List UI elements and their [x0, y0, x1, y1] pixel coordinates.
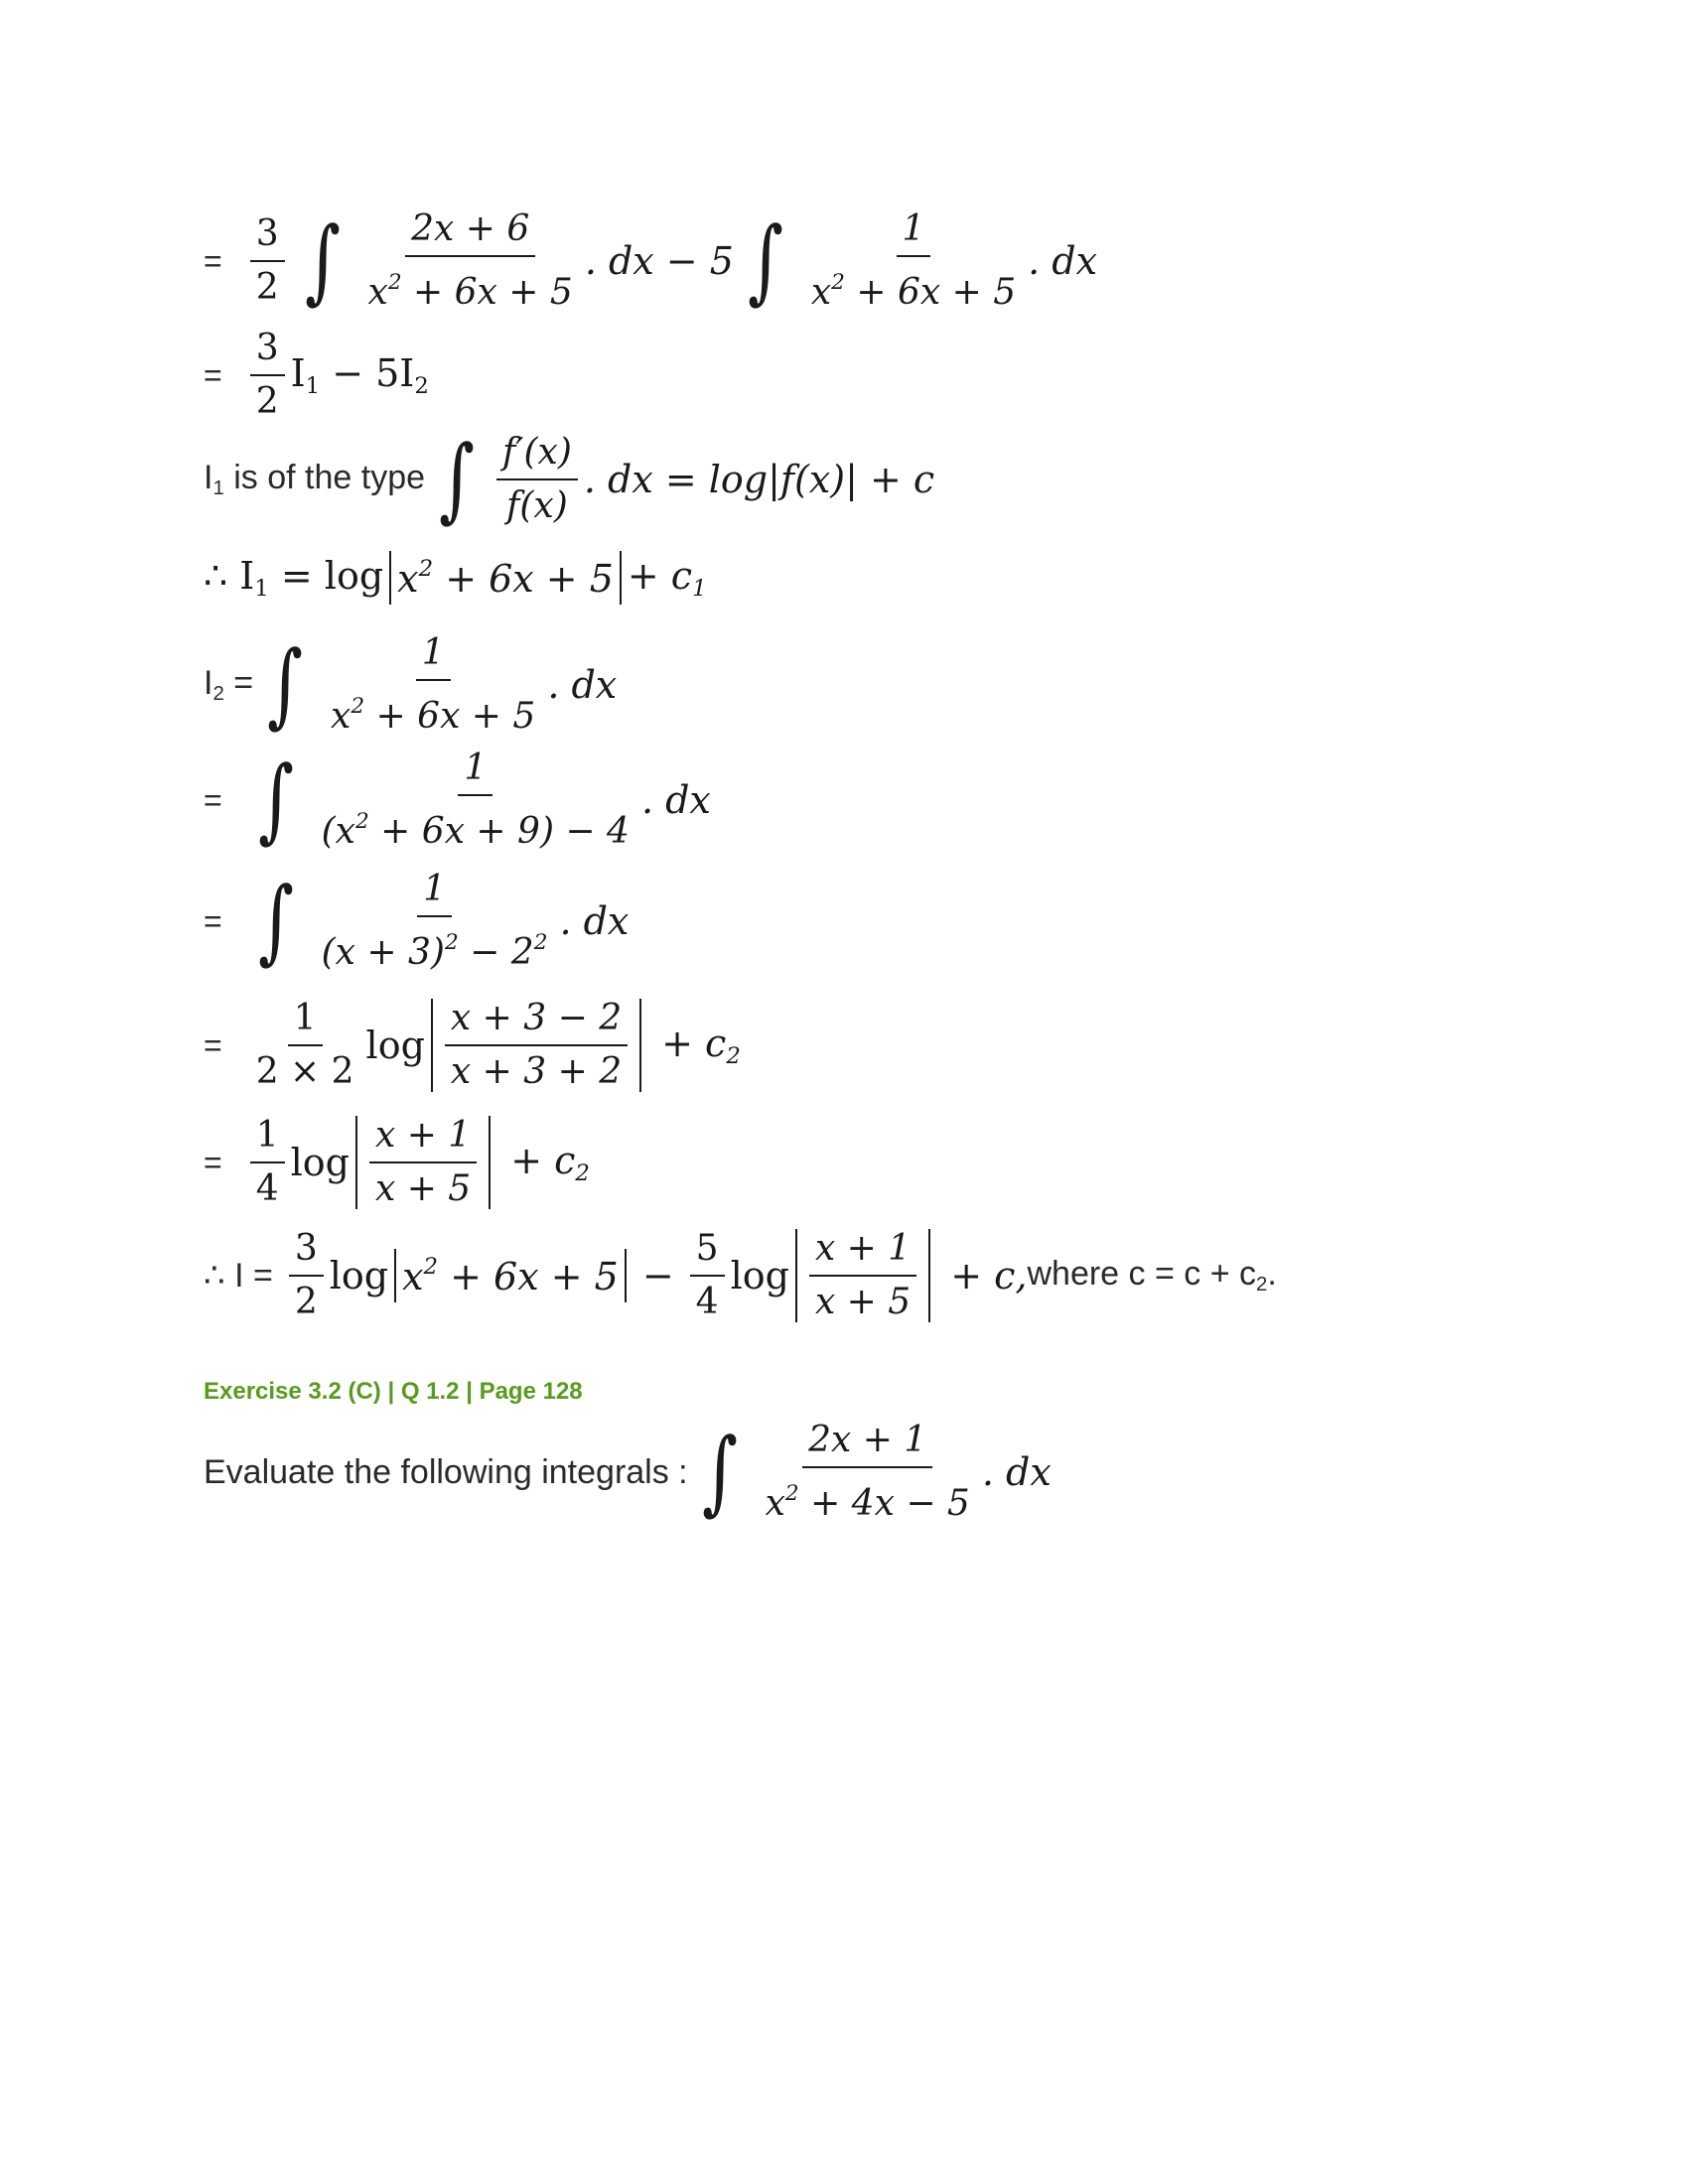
- fraction-numerator: 3: [250, 208, 285, 262]
- integrand-fraction: [760, 1415, 976, 1530]
- integrand-fraction: [496, 427, 578, 532]
- equals-sign: =: [204, 781, 222, 818]
- coefficient-fraction: [289, 1223, 324, 1328]
- math-expression: [402, 1254, 619, 1298]
- den-term: x: [367, 272, 388, 314]
- math-expression: . dx = log|f(x)| + c: [583, 458, 935, 501]
- symbol: + 6x + 5: [433, 556, 614, 601]
- symbol: I: [290, 351, 306, 396]
- fraction-denominator: [760, 1468, 976, 1530]
- symbol: + c: [627, 554, 693, 599]
- fraction-numerator: 5: [690, 1223, 725, 1277]
- exponent: 2: [784, 1481, 799, 1506]
- integrand-fraction: [316, 864, 554, 979]
- symbol: x: [402, 1254, 424, 1298]
- abs-bar: [355, 1116, 357, 1209]
- subscript: 1: [254, 575, 269, 602]
- question-prompt: Evaluate the following integrals :: [204, 1452, 688, 1491]
- fraction-numerator: 1: [417, 864, 452, 917]
- den-term: + 4x − 5: [798, 1483, 970, 1525]
- exponent: 2: [831, 270, 845, 295]
- differential-text: . dx: [559, 899, 630, 944]
- math-expression: [397, 556, 614, 601]
- subscript: 1: [212, 478, 224, 500]
- differential-text: . dx: [981, 1450, 1052, 1495]
- fraction-denominator: [316, 917, 554, 979]
- solution-line-1: [204, 204, 1097, 319]
- differential-text: . dx: [547, 663, 618, 708]
- den-term: (x + 3): [321, 932, 445, 974]
- log-text: log: [730, 1254, 789, 1297]
- fraction-numerator: x + 1: [809, 1223, 916, 1277]
- fraction-denominator: x + 3 + 2: [450, 1051, 623, 1092]
- math-expression: + c,: [950, 1254, 1028, 1297]
- fraction-denominator: x + 5: [374, 1168, 472, 1209]
- math-expression: [661, 1022, 741, 1069]
- symbol: x: [397, 556, 419, 601]
- where-clause: [1027, 1255, 1276, 1297]
- exercise-question: [204, 1415, 1052, 1530]
- differential-text: . dx − 5: [584, 239, 734, 284]
- symbol: ∴ I: [204, 554, 255, 599]
- symbol: = log: [268, 554, 384, 599]
- differential-text: . dx: [1028, 239, 1098, 284]
- exponent: 2: [423, 1253, 439, 1280]
- equals-sign: =: [204, 242, 222, 279]
- fraction-numerator: 2x + 6: [405, 204, 535, 257]
- exponent: 2: [354, 809, 369, 834]
- fraction-denominator: f(x): [506, 485, 568, 526]
- exponent: 2: [351, 694, 365, 719]
- den-term: − 2: [458, 932, 534, 974]
- fraction-numerator: 1: [416, 627, 451, 681]
- exercise-heading: Exercise 3.2 (C) | Q 1.2 | Page 128: [204, 1378, 583, 1405]
- fraction-numerator: 3: [289, 1223, 324, 1277]
- solution-line-7: [204, 864, 629, 979]
- integrand-fraction: [325, 627, 541, 743]
- solution-line-3: [204, 427, 934, 532]
- subscript: 2: [212, 683, 224, 706]
- exponent: 2: [387, 270, 402, 295]
- solution-line-5: [204, 627, 617, 743]
- coefficient-fraction: [690, 1223, 725, 1328]
- fraction-numerator: 1: [897, 204, 931, 257]
- den-term: (x: [321, 811, 355, 853]
- minus-sign: −: [641, 1254, 674, 1297]
- den-term: + 6x + 5: [844, 272, 1017, 314]
- integral-sign: ∫: [267, 631, 304, 739]
- equals-sign: =: [204, 1144, 222, 1180]
- fraction-numerator: x + 3 − 2: [445, 993, 628, 1046]
- integral-sign: ∫: [257, 868, 294, 975]
- log-text: log: [290, 1141, 350, 1184]
- line-text: ∴ I =: [204, 1257, 273, 1295]
- abs-bar: [639, 999, 641, 1092]
- den-term: + 6x + 5: [364, 696, 536, 738]
- den-term: x: [810, 272, 832, 314]
- fraction-denominator: x + 5: [814, 1282, 912, 1322]
- integral-sign: ∫: [701, 1419, 738, 1526]
- integral-sign: ∫: [257, 747, 294, 854]
- differential-text: . dx: [640, 778, 711, 823]
- symbol: I: [204, 664, 213, 702]
- integral-sign: ∫: [747, 207, 783, 315]
- subscript: 1: [305, 372, 321, 399]
- log-text: log: [365, 1024, 425, 1067]
- integrand-fraction: [362, 204, 579, 319]
- text: where c = c + c: [1027, 1254, 1257, 1293]
- subscript: 2: [1256, 1274, 1268, 1297]
- coefficient-fraction: [250, 323, 285, 428]
- den-term: x: [331, 696, 352, 738]
- symbol: − 5I: [320, 351, 415, 396]
- subscript: 2: [726, 1042, 741, 1069]
- symbol: =: [223, 664, 254, 702]
- solution-line-8: [204, 993, 741, 1098]
- abs-bar: [625, 1249, 627, 1302]
- coefficient-fraction: [250, 1110, 285, 1215]
- fraction-numerator: 3: [250, 323, 285, 376]
- line-text: [204, 664, 253, 706]
- fraction-denominator: [316, 796, 635, 858]
- symbol: + c: [510, 1139, 576, 1183]
- equals-sign: =: [204, 902, 222, 939]
- fraction-denominator: 2: [255, 267, 279, 309]
- fraction-numerator: 1: [250, 1110, 285, 1163]
- abs-bar: [795, 1229, 797, 1322]
- fraction-numerator: f′(x): [496, 427, 578, 480]
- fraction-denominator: [325, 681, 541, 743]
- math-expression: [510, 1139, 590, 1186]
- log-argument-fraction: [445, 993, 628, 1098]
- fraction-denominator: 2: [255, 381, 279, 422]
- symbol: + c: [661, 1022, 727, 1066]
- integrand-fraction: [805, 204, 1022, 319]
- den-term: x: [765, 1483, 785, 1525]
- fraction-denominator: [362, 257, 579, 319]
- fraction-denominator: 2 × 2: [255, 1051, 354, 1092]
- equals-sign: =: [204, 356, 222, 393]
- coefficient-fraction: [250, 208, 285, 314]
- coefficient-fraction: [250, 993, 360, 1098]
- exponent: 2: [533, 930, 548, 955]
- solution-line-4: [204, 551, 707, 605]
- solution-line-2: [204, 323, 429, 428]
- fraction-numerator: 1: [458, 743, 492, 796]
- abs-bar: [928, 1229, 930, 1322]
- math-expression: [204, 554, 383, 602]
- subscript: 2: [575, 1160, 590, 1186]
- fraction-denominator: 4: [695, 1282, 719, 1322]
- abs-bar: [620, 551, 622, 605]
- symbol: I: [204, 458, 213, 496]
- log-text: log: [329, 1254, 389, 1297]
- integral-sign: ∫: [304, 207, 341, 315]
- subscript: 2: [414, 372, 429, 399]
- fraction-numerator: 1: [288, 993, 323, 1046]
- exponent: 2: [444, 930, 459, 955]
- integral-sign: ∫: [439, 426, 475, 532]
- solution-line-9: [204, 1110, 590, 1215]
- abs-bar: [431, 999, 433, 1092]
- solution-line-6: [204, 743, 711, 858]
- text: .: [1267, 1254, 1277, 1293]
- abs-bar: [394, 1249, 396, 1302]
- fraction-numerator: x + 1: [369, 1110, 477, 1163]
- equals-sign: =: [204, 1026, 222, 1063]
- symbol: + 6x + 5: [438, 1254, 619, 1298]
- fraction-denominator: 4: [255, 1168, 279, 1209]
- line-text: [204, 459, 425, 500]
- abs-bar: [389, 551, 391, 605]
- integrand-fraction: [316, 743, 635, 858]
- log-argument-fraction: [809, 1223, 916, 1328]
- den-term: + 6x + 5: [401, 272, 573, 314]
- fraction-denominator: 2: [294, 1282, 318, 1322]
- fraction-numerator: 2x + 1: [802, 1415, 932, 1468]
- math-expression: [291, 351, 429, 399]
- den-term: + 6x + 9) − 4: [368, 811, 630, 853]
- solution-line-10: [204, 1223, 1277, 1328]
- exponent: 2: [418, 555, 434, 582]
- text: is of the type: [223, 458, 426, 496]
- subscript: 1: [692, 575, 707, 602]
- log-argument-fraction: [369, 1110, 477, 1215]
- abs-bar: [489, 1116, 491, 1209]
- fraction-denominator: [805, 257, 1022, 319]
- math-expression: [628, 554, 707, 602]
